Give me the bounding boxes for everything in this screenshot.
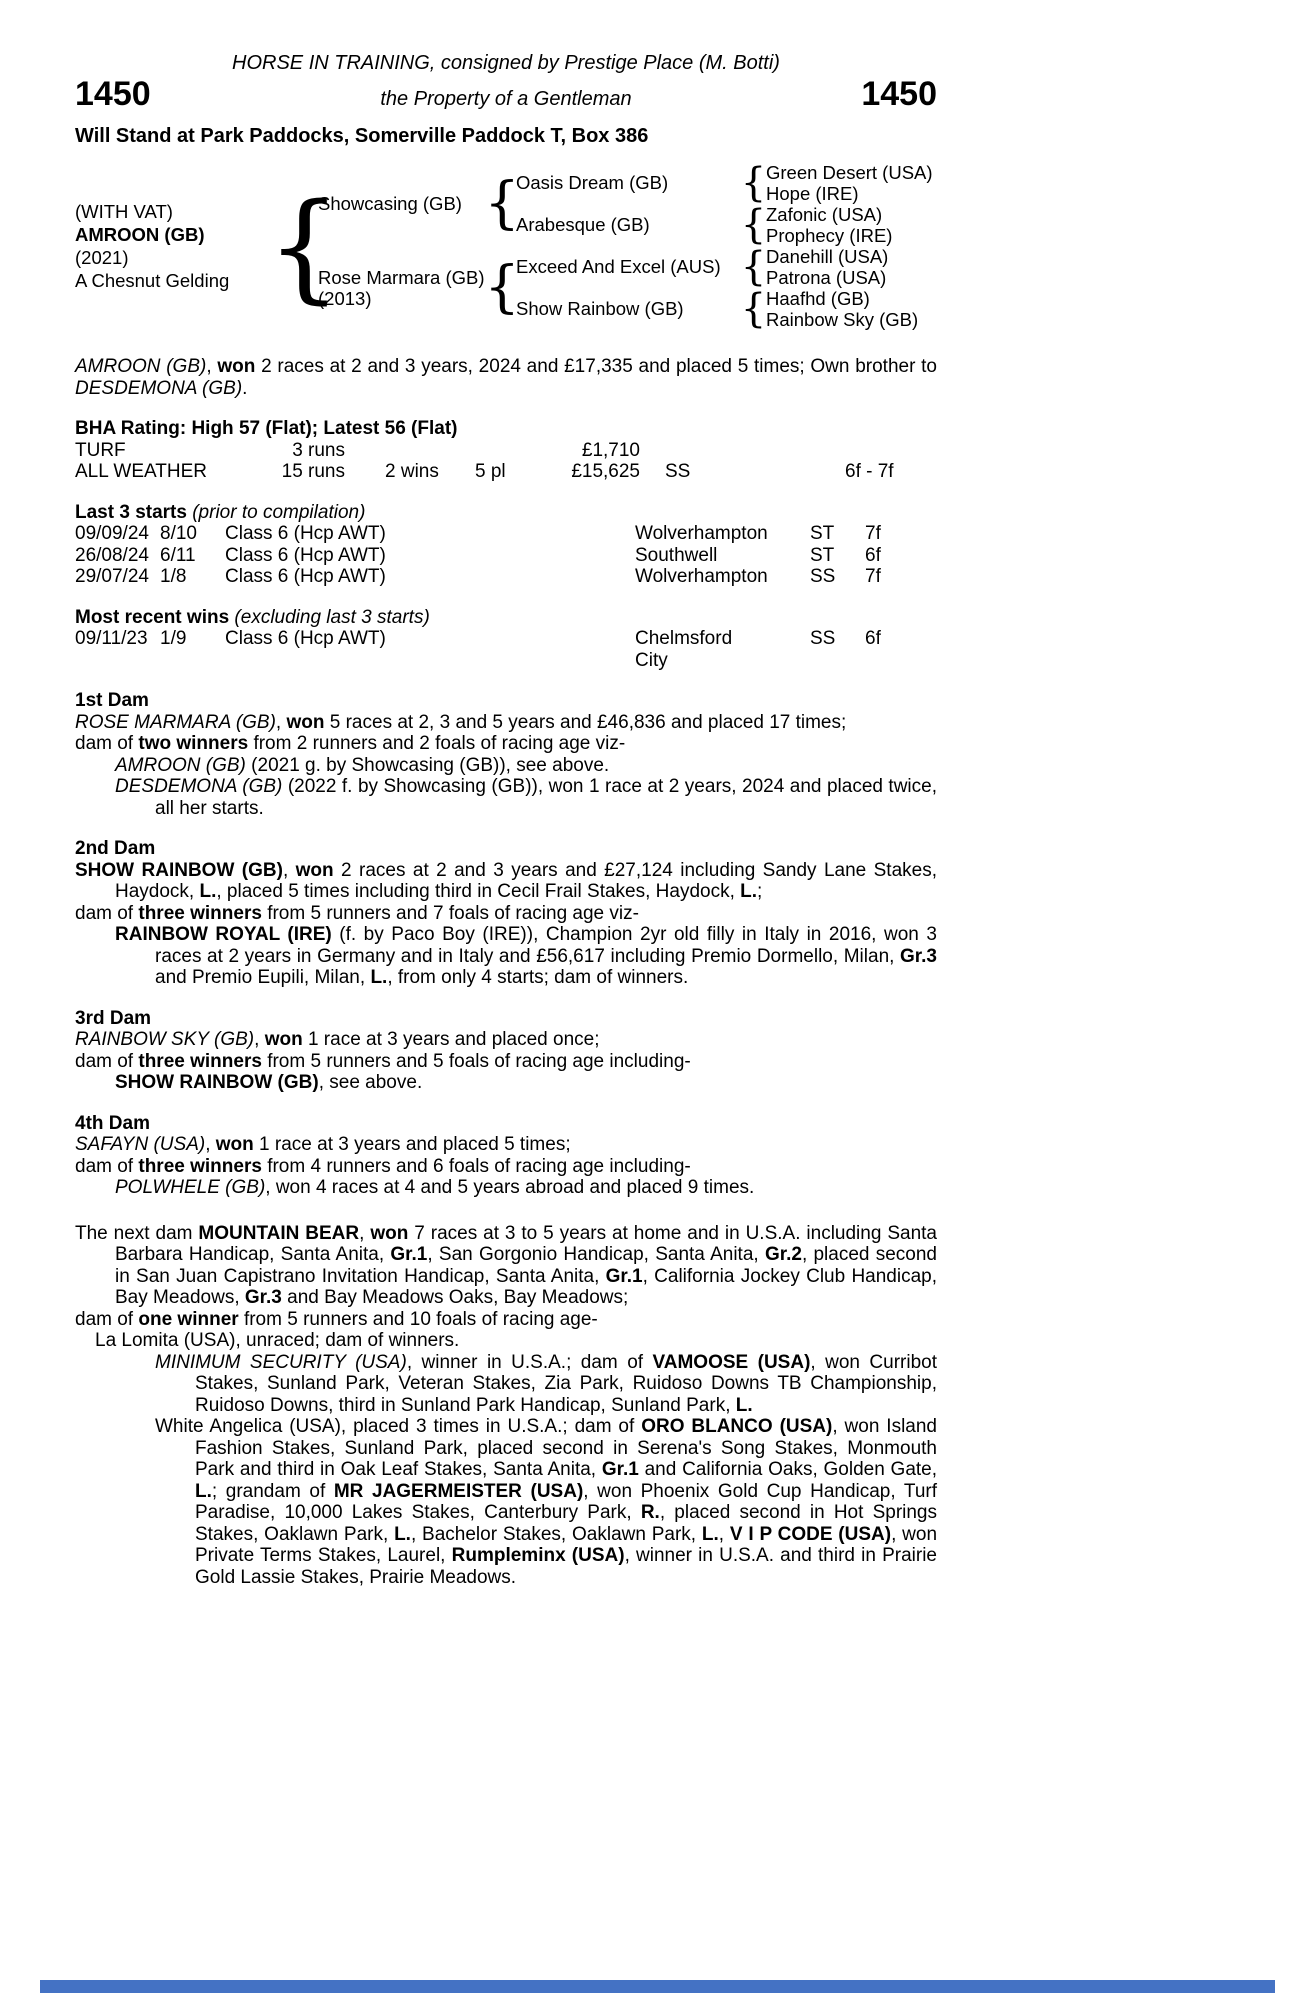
finish-position: 6/11 xyxy=(160,544,196,566)
section-2nd-dam xyxy=(75,838,937,989)
sire-name: Showcasing (GB) xyxy=(318,193,462,214)
section-3rd-dam xyxy=(75,1008,937,1094)
stand-location-line: Will Stand at Park Paddocks, Somerville Paddock T, Box 386 xyxy=(75,125,649,147)
lot-header-row xyxy=(75,77,937,111)
race-class: Class 6 (Hcp AWT) xyxy=(225,544,386,566)
section-1st-dam xyxy=(75,690,937,819)
great-grandparent-2: Hope (IRE) xyxy=(766,182,859,204)
dam-produce-summary: dam of two winners from 2 runners and 2 foals of racing age viz- xyxy=(75,733,626,754)
horse-details xyxy=(75,200,290,292)
produce-entry: White Angelica (USA), placed 3 times in U.S.A.; dam of ORO BLANCO (USA), won Island Fashion Stakes, Sunland Park, placed second in Serena's Song Stakes, Monmouth Park and third in Oak Leaf Stakes, Santa Anita, Gr.1 and California Oaks, Golden Gate, L.; grandam of MR JAGERMEISTER (USA), won Phoenix Gold Cup Handicap, Turf Paradise, 10,000 Lakes Stakes, Canterbury Park, R., placed second in Hot Springs Stakes, Oaklawn Park, L., Bachelor Stakes, Oaklawn Park, L., V I P CODE (USA), won Private Terms Stakes, Laurel, Rumpleminx (USA), winner in U.S.A. and third in Prairie Gold Lassie Stakes, Prairie Meadows. xyxy=(155,1416,938,1588)
horse-name: AMROON (GB) xyxy=(75,224,205,245)
pedigree-brace-sire xyxy=(488,162,516,246)
start-row xyxy=(75,566,937,588)
race-venue: Wolverhampton xyxy=(635,523,768,544)
dam-race-record: SAFAYN (USA), won 1 race at 3 years and placed 5 times; xyxy=(75,1134,571,1155)
race-going: SS xyxy=(810,628,836,649)
dam-race-record: SHOW RAINBOW (GB), won 2 races at 2 and 3 years and £27,124 including Sandy Lane Stakes, Haydock, L., placed 5 times including third in Cecil Frail Stakes, Haydock, L.; xyxy=(75,859,937,902)
race-class: Class 6 (Hcp AWT) xyxy=(225,566,386,587)
great-grandparent-5: Danehill (USA) xyxy=(766,245,889,267)
finish-position: 1/9 xyxy=(160,628,187,649)
dam-name: Rose Marmara (GB) xyxy=(318,267,485,288)
earnings-value: £1,710 xyxy=(581,439,640,461)
produce-entry: AMROON (GB) (2021 g. by Showcasing (GB)), see above. xyxy=(115,754,610,776)
race-class: Class 6 (Hcp AWT) xyxy=(225,628,386,649)
great-grandparent-1: Green Desert (USA) xyxy=(766,161,933,183)
catalogue-page xyxy=(75,52,937,1588)
dam-heading: 2nd Dam xyxy=(75,838,156,859)
going-value: SS xyxy=(665,461,691,482)
pedigree-brace-dam xyxy=(488,246,516,330)
last-3-starts xyxy=(75,502,937,588)
going-value xyxy=(640,440,755,462)
race-date: 09/09/24 xyxy=(75,523,149,544)
produce-entry: SHOW RAINBOW (GB), see above. xyxy=(115,1072,423,1093)
last-3-starts-heading: Last 3 starts (prior to compilation) xyxy=(75,501,366,523)
produce-entry: MINIMUM SECURITY (USA), winner in U.S.A.; dam of VAMOOSE (USA), won Curribot Stakes, Sunland Park, Veteran Stakes, Zia Park, Ruidoso Downs TB Championship, Ruidoso Downs, third in Sunland Park Handicap, Sunland Park, L. xyxy=(155,1351,938,1416)
lot-number-left: 1450 xyxy=(75,75,151,113)
placed-value xyxy=(475,440,535,462)
dam-produce-summary: dam of three winners from 4 runners and 6 foals of racing age including- xyxy=(75,1155,691,1177)
stats-row-turf xyxy=(75,440,937,462)
race-venue: Chelmsford City xyxy=(635,628,733,671)
great-grandparent-8: Rainbow Sky (GB) xyxy=(766,308,919,330)
dam-produce-summary: dam of three winners from 5 runners and 7 foals of racing age viz- xyxy=(75,902,639,924)
produce-entry: POLWHELE (GB), won 4 races at 4 and 5 years abroad and placed 9 times. xyxy=(115,1177,755,1198)
placed-value: 5 pl xyxy=(475,461,506,482)
dam-produce-summary: dam of one winner from 5 runners and 10 foals of racing age- xyxy=(75,1308,598,1330)
great-grandparent-3: Zafonic (USA) xyxy=(766,203,883,225)
granddam-1: Arabesque (GB) xyxy=(516,214,650,235)
finish-position: 8/10 xyxy=(160,523,197,544)
race-venue: Southwell xyxy=(635,544,718,566)
dam-name-block xyxy=(318,246,488,330)
dam-heading: 4th Dam xyxy=(75,1112,150,1134)
great-grandparent-6: Patrona (USA) xyxy=(766,266,887,288)
dam-heading: 1st Dam xyxy=(75,690,149,711)
dam-heading: 3rd Dam xyxy=(75,1007,152,1029)
pedigree-table xyxy=(75,162,937,330)
win-row xyxy=(75,628,937,671)
start-row xyxy=(75,523,937,545)
wins-value xyxy=(345,440,475,462)
consignment-line: HORSE IN TRAINING, consigned by Prestige Place (M. Botti) xyxy=(232,52,780,74)
next-dam-race-record: The next dam MOUNTAIN BEAR, won 7 races at 3 to 5 years at home and in U.S.A. including Santa Barbara Handicap, Santa Anita, Gr.1, San Gorgonio Handicap, Santa Anita, Gr.2, placed second in San Juan Capistrano Invitation Handicap, Santa Anita, Gr.1, California Jockey Club Handicap, Bay Meadows, Gr.3 and Bay Meadows Oaks, Bay Meadows; xyxy=(75,1222,938,1308)
race-date: 29/07/24 xyxy=(75,566,149,587)
race-venue: Wolverhampton xyxy=(635,566,768,587)
race-going: SS xyxy=(810,566,836,587)
earnings-value: £15,625 xyxy=(571,461,640,482)
stats-row-all-weather xyxy=(75,461,937,483)
dam-produce-summary: dam of three winners from 5 runners and 5 foals of racing age including- xyxy=(75,1050,691,1072)
race-going: ST xyxy=(810,523,835,544)
distance-value: 6f - 7f xyxy=(845,461,894,482)
produce-entry: RAINBOW ROYAL (IRE) (f. by Paco Boy (IRE)), Champion 2yr old filly in Italy in 2016, won 3 races at 2 years in Germany and in Italy and £56,617 including Premio Dormello, Milan, Gr.3 and Premio Eupili, Milan, L., from only 4 starts; dam of winners. xyxy=(115,924,937,988)
lot-number-right: 1450 xyxy=(861,75,937,113)
produce-entry: La Lomita (USA), unraced; dam of winners. xyxy=(95,1330,460,1351)
wins-value: 2 wins xyxy=(385,461,439,482)
pedigree-brace-main xyxy=(290,162,318,330)
most-recent-wins-heading: Most recent wins (excluding last 3 starts) xyxy=(75,606,430,628)
pedigree-brace-g2-3 xyxy=(741,246,766,288)
race-going: ST xyxy=(810,544,835,566)
race-record-intro xyxy=(75,356,937,399)
horse-description: A Chesnut Gelding xyxy=(75,270,230,291)
dam-race-record: ROSE MARMARA (GB), won 5 races at 2, 3 and 5 years and £46,836 and placed 17 times; xyxy=(75,711,847,733)
runs-value: 15 runs xyxy=(281,461,345,482)
horse-foaling-year: (2021) xyxy=(75,247,129,268)
dam-race-record: RAINBOW SKY (GB), won 1 race at 3 years and placed once; xyxy=(75,1029,600,1050)
finish-position: 1/8 xyxy=(160,566,187,587)
section-4th-dam xyxy=(75,1113,937,1199)
surface-label: TURF xyxy=(75,439,126,461)
great-grandparent-7: Haafhd (GB) xyxy=(766,287,870,309)
dam-year: (2013) xyxy=(318,288,372,309)
footer-accent-bar xyxy=(40,1980,1275,1993)
race-distance: 6f xyxy=(865,544,881,566)
distance-value xyxy=(755,440,937,462)
produce-entry: DESDEMONA (GB) (2022 f. by Showcasing (GB)), won 1 race at 2 years, 2024 and placed twice, all her starts. xyxy=(115,776,937,819)
most-recent-wins xyxy=(75,607,937,672)
surface-label: ALL WEATHER xyxy=(75,461,207,482)
race-distance: 7f xyxy=(865,566,881,587)
grandsire-2: Exceed And Excel (AUS) xyxy=(516,256,721,277)
start-row xyxy=(75,545,937,567)
property-line: the Property of a Gentleman xyxy=(380,88,632,110)
race-class: Class 6 (Hcp AWT) xyxy=(225,523,386,544)
race-distance: 6f xyxy=(865,628,881,649)
granddam-2: Show Rainbow (GB) xyxy=(516,298,684,319)
race-date: 26/08/24 xyxy=(75,544,149,566)
section-next-dam xyxy=(75,1223,937,1589)
great-grandparent-4: Prophecy (IRE) xyxy=(766,224,893,246)
bha-rating-line: BHA Rating: High 57 (Flat); Latest 56 (Flat) xyxy=(75,418,458,439)
vat-note: (WITH VAT) xyxy=(75,201,173,222)
runs-value: 3 runs xyxy=(292,439,345,461)
bha-stats xyxy=(75,418,937,483)
pedigree-brace-g2-4 xyxy=(741,288,766,330)
pedigree-brace-g2-2 xyxy=(741,204,766,246)
grandsire-1: Oasis Dream (GB) xyxy=(516,172,669,193)
race-date: 09/11/23 xyxy=(75,628,148,649)
pedigree-brace-g2-1 xyxy=(741,162,766,204)
race-distance: 7f xyxy=(865,523,881,544)
intro-paragraph: AMROON (GB), won 2 races at 2 and 3 years, 2024 and £17,335 and placed 5 times; Own brother to DESDEMONA (GB). xyxy=(75,356,937,399)
